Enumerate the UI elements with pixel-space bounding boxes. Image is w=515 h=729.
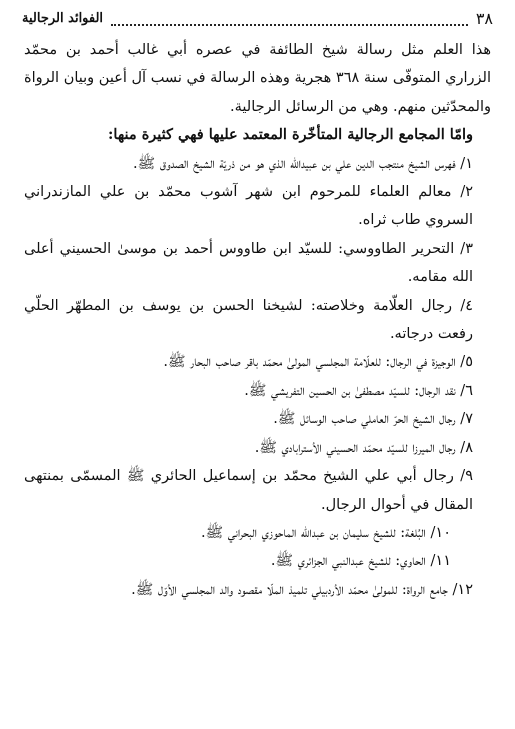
list-item-4: ٤/ رجال العلّامة وخلاصته: لشيخنا الحسن بن يوسف بن المطهّر الحلّي رفعت درجاته. <box>24 297 473 343</box>
page-body <box>24 36 491 604</box>
list-item-8: ٨/ رجال الميرزا للسيّد محمّد الحسيني الأسترابادي ﷺ. <box>254 439 473 456</box>
list-item-10: ١٠/ البُلغة: للشيخ سليمان بن عبدالله الماحوزي البحراني ﷺ. <box>201 524 451 541</box>
intro-paragraph: هذا العلم مثل رسالة شيخ الطائفة في عصره أبي غالب أحمد بن محمّد الزراري المتوفّى سنة ٣٦٨ هجرية وهذه الرسالة في نسب آل أعين وبيان الرواة والمحدّثين منهم. وهي من الرسائل الرجالية. <box>24 42 491 115</box>
running-title: الفوائد الرجالية <box>22 10 104 26</box>
list-item-7: ٧/ رجال الشيخ الحرّ العاملي صاحب الوسائل ﷺ. <box>273 411 473 428</box>
page-header <box>22 6 493 30</box>
dotted-leader <box>111 10 468 26</box>
page-number: ٣٨ <box>475 8 493 28</box>
list-item-11: ١١/ الحاوي: للشيخ عبدالنبي الجزائري ﷺ. <box>270 553 451 570</box>
list-item-5: ٥/ الوجيزة في الرجال: للعلّامة المجلسي المولىٰ محمّد باقر صاحب البحار ﷺ. <box>163 354 473 371</box>
list-item-3: ٣/ التحرير الطاووسي: للسيّد ابن طاووس أحمد بن موسىٰ الحسيني أعلى الله مقامه. <box>24 240 473 286</box>
list-item-12: ١٢/ جامع الرواة: للمولىٰ محمّد الأردبيلي تلميذ الملّا مقصود والد المجلسي الأوّل ﷺ. <box>131 581 473 598</box>
list-item-9: ٩/ رجال أبي علي الشيخ محمّد بن إسماعيل الحائري ﷺ المسمّى بمنتهى المقال في أحوال الرجال. <box>24 468 473 513</box>
list-intro: وامّا المجامع الرجالية المتأخّرة المعتمد عليها فهي كثيرة منها: <box>108 126 473 144</box>
list-item-1: ١/ فهرس الشيخ منتجب الدين علي بن عبيدالله الذي هو من ذريّة الشيخ الصدوق ﷺ. <box>132 155 473 172</box>
list-item-6: ٦/ نقد الرجال: للسيّد مصطفىٰ بن الحسين التفريشي ﷺ. <box>244 382 473 399</box>
list-item-2: ٢/ معالم العلماء للمرحوم ابن شهر آشوب محمّد بن علي المازندراني السروي طاب ثراه. <box>24 184 473 229</box>
